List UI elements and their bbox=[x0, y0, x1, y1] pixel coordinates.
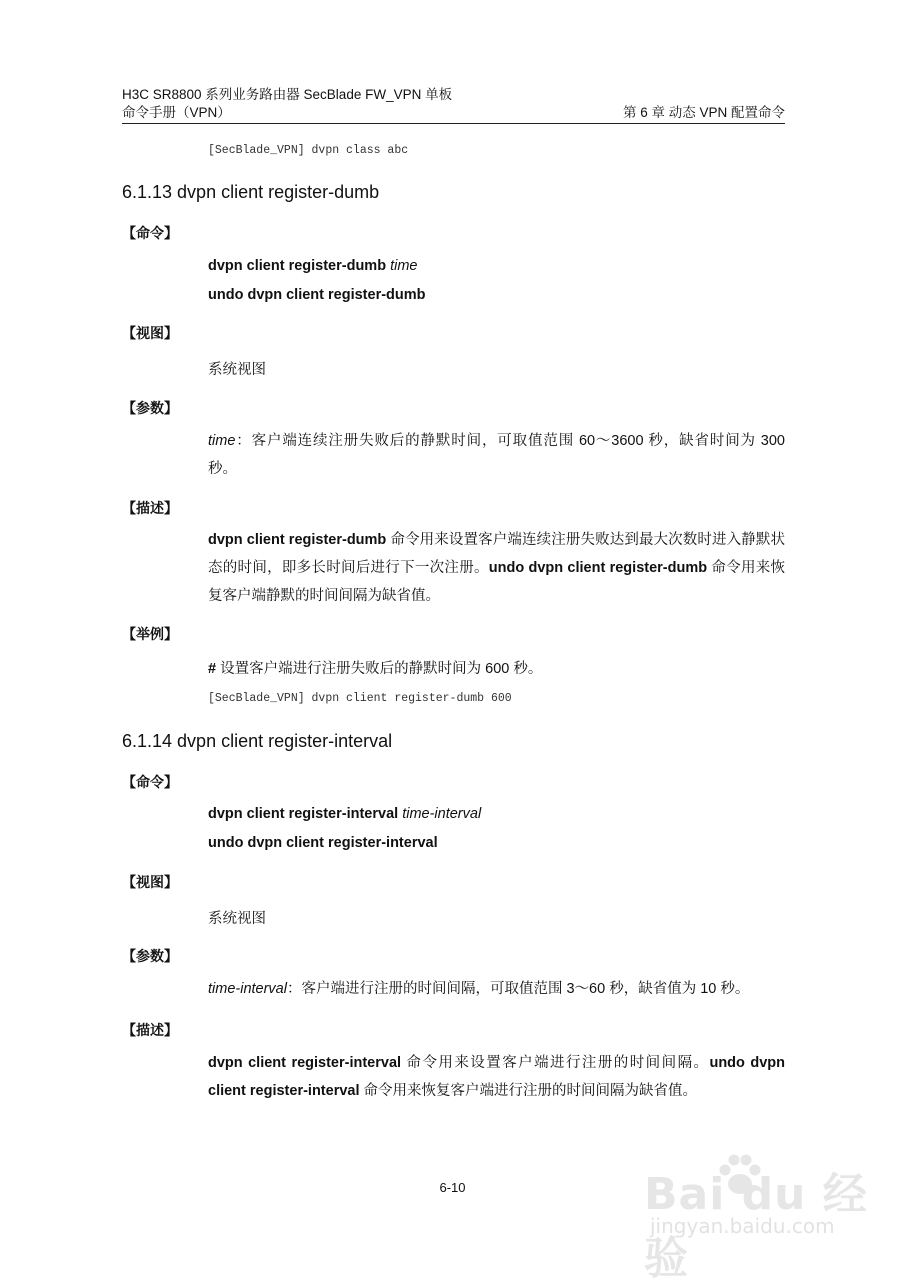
desc-undo-text: 命令用来恢复客户端进行注册的时间间隔为缺省值。 bbox=[359, 1083, 698, 1099]
baidu-watermark bbox=[640, 1148, 880, 1284]
desc-keyword: dvpn client register-interval bbox=[208, 1055, 402, 1071]
example-comment-text: 设置客户端进行注册失败后的静默时间为 600 秒。 bbox=[216, 661, 543, 677]
description-paragraph bbox=[208, 526, 785, 610]
tag-view: 【视图】 bbox=[122, 874, 178, 890]
undo-command-syntax: undo dvpn client register-dumb bbox=[208, 287, 426, 303]
view-text: 系统视图 bbox=[208, 362, 266, 378]
header-divider bbox=[122, 123, 785, 124]
tag-command: 【命令】 bbox=[122, 225, 178, 241]
page-header bbox=[122, 86, 785, 122]
section-title-register-dumb: 6.1.13 dvpn client register-dumb bbox=[122, 182, 380, 202]
parameter-description bbox=[208, 427, 785, 483]
desc-undo-keyword: undo dvpn client register-dumb bbox=[488, 560, 708, 576]
example-code: [SecBlade_VPN] dvpn client register-dumb 600 bbox=[208, 692, 512, 705]
page-number: 6-10 bbox=[439, 1180, 466, 1195]
tag-view: 【视图】 bbox=[122, 325, 178, 341]
code-example-top: [SecBlade_VPN] dvpn class abc bbox=[208, 144, 409, 157]
tag-command: 【命令】 bbox=[122, 774, 178, 790]
command-syntax bbox=[208, 806, 481, 822]
undo-command-syntax: undo dvpn client register-interval bbox=[208, 835, 438, 851]
view-text: 系统视图 bbox=[208, 911, 266, 927]
header-title: H3C SR8800 系列业务路由器 SecBlade FW_VPN 单板 bbox=[122, 87, 453, 102]
desc-text: 命令用来设置客户端连续注册失败达到最大次数时进入静默状态的时间，即多长时间后进行下一次注册。 bbox=[208, 532, 785, 576]
parameter-name: time-interval bbox=[208, 981, 287, 997]
tag-parameter: 【参数】 bbox=[122, 400, 178, 416]
command-argument: time bbox=[386, 258, 418, 274]
command-keyword: dvpn client register-dumb bbox=[208, 258, 387, 274]
desc-undo-keyword: undo dvpn client register-interval bbox=[208, 1055, 786, 1099]
parameter-description bbox=[208, 975, 785, 1003]
desc-text: 命令用来设置客户端进行注册的时间间隔。 bbox=[401, 1055, 710, 1071]
watermark-url: jingyan.baidu.com bbox=[650, 1214, 835, 1238]
header-manual-name: 命令手册（VPN） bbox=[122, 105, 231, 120]
parameter-text: ：客户端进行注册的时间间隔，可取值范围 3～60 秒，缺省值为 10 秒。 bbox=[286, 981, 750, 997]
command-syntax bbox=[208, 258, 417, 274]
tag-description: 【描述】 bbox=[122, 500, 178, 516]
desc-keyword: dvpn client register-dumb bbox=[208, 532, 387, 548]
tag-parameter: 【参数】 bbox=[122, 948, 178, 964]
section-title-register-interval: 6.1.14 dvpn client register-interval bbox=[122, 731, 393, 751]
example-comment bbox=[208, 657, 542, 678]
tag-example: 【举例】 bbox=[122, 626, 178, 642]
command-argument: time-interval bbox=[398, 806, 482, 822]
desc-undo-text: 命令用来恢复客户端静默的时间间隔为缺省值。 bbox=[208, 560, 786, 604]
description-paragraph bbox=[208, 1049, 785, 1105]
parameter-name: time bbox=[208, 433, 236, 449]
header-chapter: 第 6 章 动态 VPN 配置命令 bbox=[622, 105, 785, 120]
tag-description: 【描述】 bbox=[122, 1022, 178, 1038]
example-hash: # bbox=[208, 661, 217, 677]
command-keyword: dvpn client register-interval bbox=[208, 806, 399, 822]
watermark-logo: Bai du 经验 bbox=[644, 1169, 868, 1284]
parameter-text: ：客户端连续注册失败后的静默时间，可取值范围 60～3600 秒，缺省时间为 300 秒。 bbox=[208, 433, 785, 477]
